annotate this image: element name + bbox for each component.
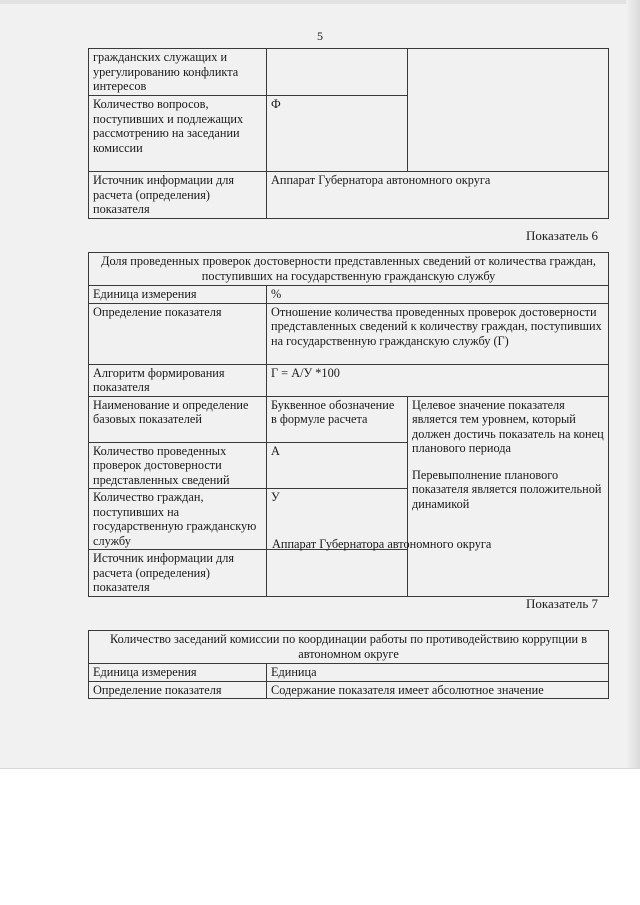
table-row bbox=[89, 631, 609, 664]
row-value: Аппарат Губернатора автономного округа bbox=[267, 172, 609, 219]
row-label: Наименование и определение базовых показателей bbox=[89, 396, 267, 442]
table-row bbox=[89, 286, 609, 304]
indicator-6-source-value: Аппарат Губернатора автономного округа bbox=[272, 537, 492, 551]
table-row bbox=[89, 49, 609, 96]
row-label: Единица измерения bbox=[89, 664, 267, 682]
page-number: 5 bbox=[317, 29, 323, 43]
row-label: Алгоритм формирования показателя bbox=[89, 364, 267, 396]
table-row bbox=[89, 681, 609, 699]
indicator-7-caption: Показатель 7 bbox=[526, 596, 598, 611]
cell-empty bbox=[408, 49, 609, 172]
target-text-1: Целевое значение показателя является тем уровнем, который должен достичь показатель на конец планового периода bbox=[412, 397, 604, 455]
indicator-7-title: Количество заседаний комиссии по координации работы по противодействию коррупции в автономном округе bbox=[89, 631, 609, 664]
table-continued bbox=[88, 48, 609, 219]
row-label: гражданских служащих и урегулированию конфликта интересов bbox=[89, 49, 267, 96]
row-label: Определение показателя bbox=[89, 303, 267, 364]
row-value: У bbox=[267, 489, 408, 550]
table-row bbox=[89, 364, 609, 396]
indicator-7-table bbox=[88, 630, 609, 699]
table-row bbox=[89, 396, 609, 442]
spacer bbox=[412, 456, 604, 468]
row-label: Определение показателя bbox=[89, 681, 267, 699]
row-value bbox=[267, 550, 609, 597]
row-label: Количество граждан, поступивших на государственную гражданскую службу bbox=[89, 489, 267, 550]
row-value: Единица bbox=[267, 664, 609, 682]
row-value: Отношение количества проведенных проверок достоверности представленных сведений к количеству граждан, поступивших на государственную гражданскую службу (Г) bbox=[267, 303, 609, 364]
table-row bbox=[89, 303, 609, 364]
indicator-6-title: Доля проведенных проверок достоверности представленных сведений от количества граждан, поступивших на государственную гражданскую службу bbox=[89, 253, 609, 286]
row-value: Буквенное обозначение в формуле расчета bbox=[267, 396, 408, 442]
table-row bbox=[89, 172, 609, 219]
row-label: Источник информации для расчета (определения) показателя bbox=[89, 172, 267, 219]
scan-edge-right bbox=[626, 0, 640, 768]
row-label: Количество вопросов, поступивших и подлежащих рассмотрению на заседании комиссии bbox=[89, 96, 267, 172]
row-value: % bbox=[267, 286, 609, 304]
row-label: Источник информации для расчета (определения) показателя bbox=[89, 550, 267, 597]
row-value: Г = А/У *100 bbox=[267, 364, 609, 396]
cell-empty bbox=[267, 49, 408, 96]
table-row bbox=[89, 253, 609, 286]
indicator-6-caption: Показатель 6 bbox=[526, 228, 598, 243]
row-value: А bbox=[267, 442, 408, 489]
scan-edge-top bbox=[0, 0, 640, 4]
row-value: Ф bbox=[267, 96, 408, 172]
row-value: Содержание показателя имеет абсолютное значение bbox=[267, 681, 609, 699]
row-label: Количество проведенных проверок достоверности представленных сведений bbox=[89, 442, 267, 489]
row-label: Единица измерения bbox=[89, 286, 267, 304]
target-text-2: Перевыполнение планового показателя является положительной динамикой bbox=[412, 467, 602, 511]
table-row bbox=[89, 664, 609, 682]
table-row bbox=[89, 550, 609, 597]
